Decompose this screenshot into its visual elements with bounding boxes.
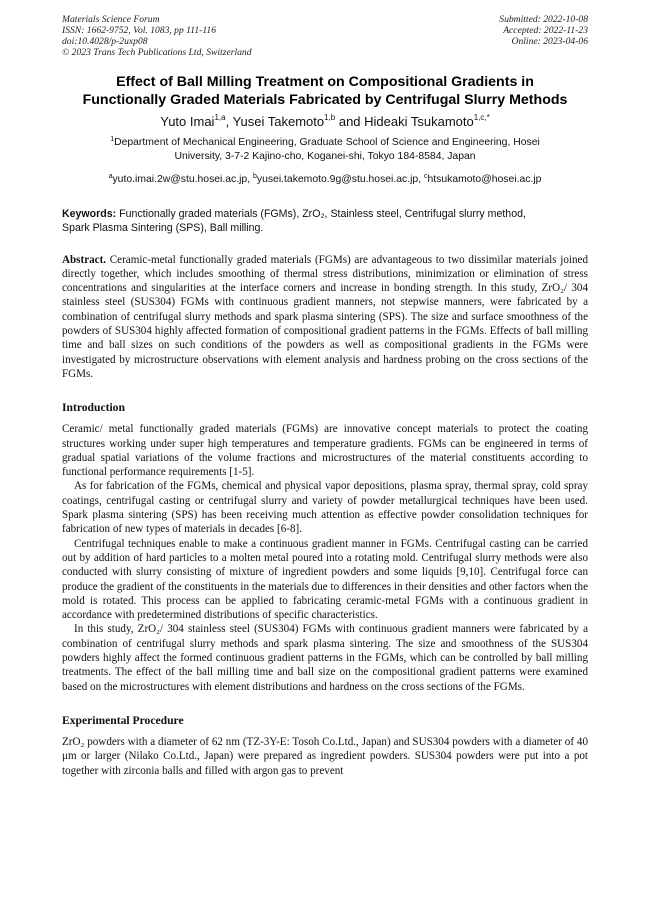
intro-paragraph-4: In this study, ZrO₂/ 304 stainless steel (SUS304) FGMs with continuous gradient manners were fabricated by a combination of centrifugal slurry methods and spark plasma sintering. The size and smoothness of the SUS304 powders highly affect the formed continuous gradient patterns in the FGMs, which can be controlled by ball milling treatments. The effect of the ball milling time and ball size on the compositional gradient patterns were examined based on the microstructures with element distributions and hardness on the cross sections of the FGMs. (62, 623, 588, 693)
email-author-3[interactable]: htsukamoto@hosei.ac.jp (427, 174, 542, 185)
author-1: Yuto Imai (160, 114, 215, 129)
publication-dates (499, 14, 588, 47)
experimental-paragraph-1: ZrO₂ powders with a diameter of 62 nm (TZ-3Y-E: Tosoh Co.Ltd., Japan) and SUS304 powders with a diameter of 40 μm or larger (Nilako Co.Ltd., Japan) were prepared as ingredient powders. SUS304 powders were put into a pot together with zirconia balls and filled with argon gas to prevent (62, 735, 588, 777)
title-line-1: Effect of Ball Milling Treatment on Compositional Gradients in (116, 74, 534, 90)
date-accepted: Accepted: 2022-11-23 (503, 25, 588, 36)
journal-name: Materials Science Forum (62, 14, 160, 25)
abstract-label: Abstract. (62, 253, 107, 266)
journal-issn: ISSN: 1662-9752, Vol. 1083, pp 111-116 (62, 25, 217, 36)
keywords-line-2: Spark Plasma Sintering (SPS), Ball milling. (62, 222, 264, 235)
author-separator: and (335, 114, 365, 129)
author-1-affil: 1,a (214, 113, 226, 122)
author-separator: , (225, 114, 233, 129)
section-heading-experimental: Experimental Procedure (62, 713, 184, 727)
intro-paragraph-2: As for fabrication of the FGMs, chemical and physical vapor depositions, plasma spray, thermal spray, cold spray coatings, centrifugal casting or centrifugal slurry and variety of powder metallurgical techniques have been used. Spark plasma sintering (SPS) has been receiving much attention as effective powder consolidation techniques for fabrication of new types of materials in decades [6-8]. (62, 480, 588, 536)
abstract-text: Ceramic-metal functionally graded materials (FGMs) are advantageous to two dissimilar materials joined directly together, which includes smoothing of thermal stress distributions, minimization or elimination of stress concentrations and singularities at the interface corners and increase in bonding strength. In this study, ZrO₂/ 304 stainless steel (SUS304) FGMs with continuous gradient manners, not stepwise manners, were fabricated by a combination of centrifugal slurry methods and spark plasma sintering (SPS). The size and surface smoothness of the powders of SUS304 highly affected formation of compositional gradient patterns in the FGMs. Effects of ball milling time and ball sizes on such conditions of the powders as well as compositional gradients in the FGMs were investigated by microstructure observations with element analysis and hardness probing on the cross sections of the FGMs. (62, 253, 588, 380)
affiliation-marker: 1 (110, 136, 115, 143)
author-2: Yusei Takemoto (232, 114, 325, 129)
journal-doi[interactable]: doi:10.4028/p-2uxp08 (62, 36, 148, 47)
keywords-line-1: Functionally graded materials (FGMs), ZrO₂, Stainless steel, Centrifugal slurry method, (116, 208, 526, 220)
affiliation (62, 136, 588, 164)
keywords (62, 207, 588, 236)
author-3-affil: 1,c,* (473, 113, 490, 122)
author-emails: $^a$yuto.imai.2w@stu.hosei.ac.jp, $^b$yusei.takemoto.9g@stu.hosei.ac.jp, $^c$htsukamoto@hosei.ac.jp (108, 173, 542, 185)
abstract (62, 253, 588, 382)
paper-title (62, 74, 588, 109)
journal-header (62, 14, 588, 64)
journal-copyright: © 2023 Trans Tech Publications Ltd, Switzerland (62, 47, 252, 58)
date-online: Online: 2023-04-06 (511, 36, 588, 47)
date-submitted: Submitted: 2022-10-08 (499, 14, 588, 25)
author-3: Hideaki Tsukamoto (364, 114, 474, 129)
email-author-1[interactable]: yuto.imai.2w@stu.hosei.ac.jp (112, 174, 248, 185)
affiliation-line-1: $^1$Department of Mechanical Engineering, Graduate School of Science and Engineering, Hosei (110, 136, 540, 148)
author-2-affil: 1,b (324, 113, 336, 122)
affiliation-line-2: University, 3-7-2 Kajino-cho, Koganei-shi, Tokyo 184-8584, Japan (174, 151, 476, 162)
intro-paragraph-1: Ceramic/ metal functionally graded materials (FGMs) are innovative concept materials to protect the coating structures working under super high temperatures and temperature gradients. FGMs can be engineered in terms of gradual spatial variations of the volume fractions and microstructures of the material constituents according to functional performance requirements [1-5]. (62, 423, 588, 479)
email-author-2[interactable]: yusei.takemoto.9g@stu.hosei.ac.jp (256, 174, 419, 185)
title-line-2: Functionally Graded Materials Fabricated by Centrifugal Slurry Methods (82, 91, 568, 108)
intro-paragraph-3: Centrifugal techniques enable to make a continuous gradient manner in FGMs. Centrifugal casting can be carried out by addition of hard particles to a molten metal poured into a rotating mold. Centrifugal slurry methods were also conducted with slurry consisting of mixture of ingredient powders and some liquids [9,10]. Centrifugal force can produce the gradient of the constituents in the materials due to differences in their densities and other factors when the mold is rotated. This process can be applied to fabricating ceramic-metal FGMs with a continuous gradient in accordance with predetermined distributions of specific characteristics. (62, 537, 588, 622)
keywords-label: Keywords: (62, 208, 117, 220)
journal-info (62, 14, 252, 58)
section-heading-introduction: Introduction (62, 401, 125, 415)
author-list (62, 113, 588, 131)
